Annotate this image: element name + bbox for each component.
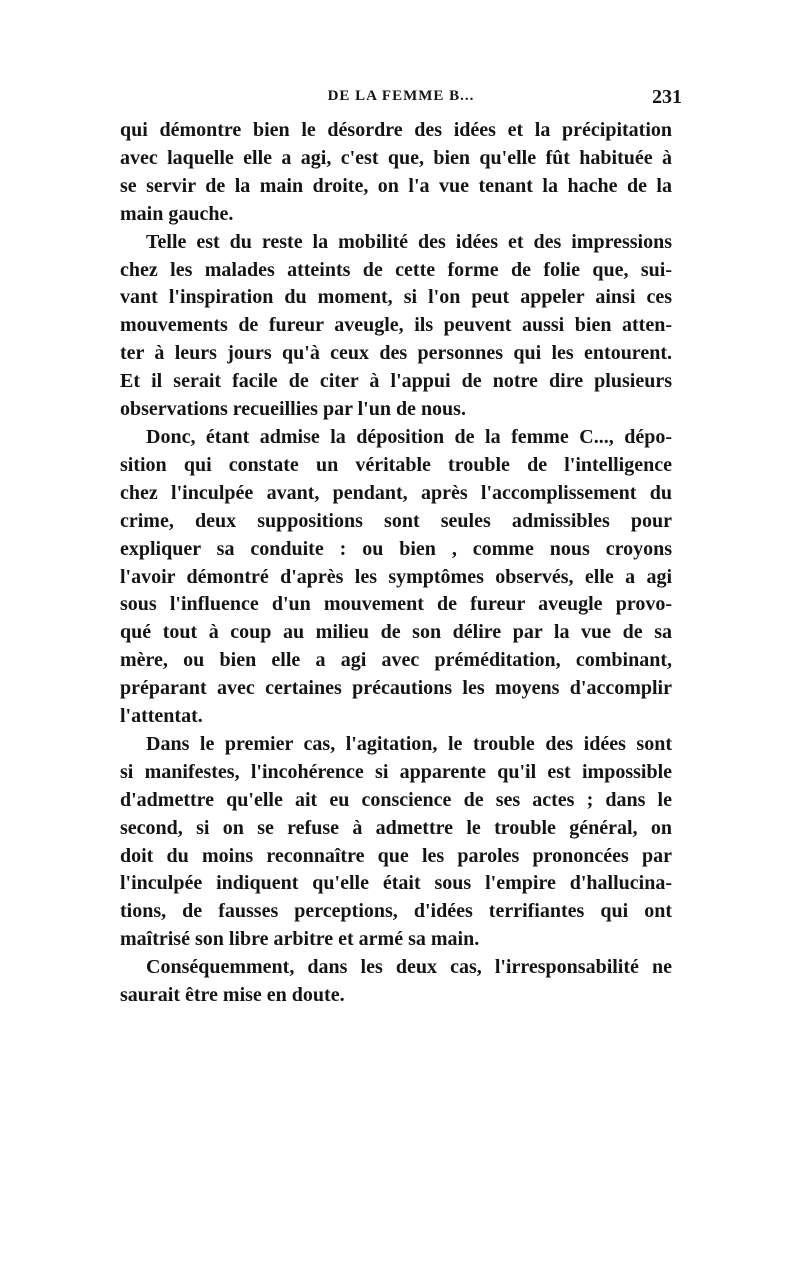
- text-line: doit du moins reconnaître que les paroles prononcées par: [120, 844, 672, 867]
- paragraph-3: [120, 424, 672, 731]
- text-line: l'attentat.: [120, 705, 203, 728]
- text-line: sous l'influence d'un mouvement de fureur aveugle provo-: [120, 593, 672, 616]
- text-line: sition qui constate un véritable trouble de l'intelligence: [120, 453, 672, 476]
- text-line: vant l'inspiration du moment, si l'on peut appeler ainsi ces: [120, 286, 672, 309]
- body-text: [120, 117, 672, 1010]
- text-line: Telle est du reste la mobilité des idées et des impressions: [146, 230, 672, 253]
- running-head: [120, 88, 682, 112]
- text-line: tions, de fausses perceptions, d'idées terrifiantes qui ont: [120, 900, 672, 923]
- text-line: l'inculpée indiquent qu'elle était sous l'empire d'hallucina-: [120, 872, 672, 895]
- text-line: Donc, étant admise la déposition de la femme C..., dépo-: [146, 425, 672, 448]
- text-line: qué tout à coup au milieu de son délire par la vue de sa: [120, 621, 672, 644]
- text-line: ter à leurs jours qu'à ceux des personnes qui les entourent.: [120, 342, 672, 365]
- page-number: 231: [652, 86, 682, 108]
- text-line: mère, ou bien elle a agi avec préméditation, combinant,: [120, 649, 672, 672]
- paragraph-4: [120, 731, 672, 954]
- text-line: maîtrisé son libre arbitre et armé sa main.: [120, 928, 480, 951]
- running-title: DE LA FEMME B...: [327, 88, 475, 104]
- text-line: qui démontre bien le désordre des idées et la précipitation: [120, 119, 672, 141]
- text-line: Et il serait facile de citer à l'appui de notre dire plusieurs: [120, 370, 672, 393]
- text-line: si manifestes, l'incohérence si apparente qu'il est impossible: [120, 760, 672, 783]
- text-line: chez les malades atteints de cette forme de folie que, sui-: [120, 258, 672, 281]
- text-line: préparant avec certaines précautions les moyens d'accomplir: [120, 677, 672, 700]
- text-line: Conséquemment, dans les deux cas, l'irresponsabilité ne: [146, 956, 672, 979]
- text-line: d'admettre qu'elle ait eu conscience de ses actes ; dans le: [120, 788, 672, 811]
- paragraph-2: [120, 229, 672, 424]
- text-line: second, si on se refuse à admettre le trouble général, on: [120, 816, 672, 839]
- text-line: mouvements de fureur aveugle, ils peuvent aussi bien atten-: [120, 314, 672, 337]
- text-line: crime, deux suppositions sont seules admissibles pour: [120, 509, 672, 532]
- text-line: expliquer sa conduite : ou bien , comme nous croyons: [120, 537, 672, 560]
- text-line: saurait être mise en doute.: [120, 984, 345, 1007]
- text-line: l'avoir démontré d'après les symptômes observés, elle a agi: [120, 565, 672, 588]
- text-line: Dans le premier cas, l'agitation, le trouble des idées sont: [146, 732, 672, 755]
- text-line: se servir de la main droite, on l'a vue tenant la hache de la: [120, 174, 672, 197]
- text-line: observations recueillies par l'un de nous.: [120, 398, 466, 421]
- paragraph-1: [120, 117, 672, 229]
- text-line: chez l'inculpée avant, pendant, après l'accomplissement du: [120, 481, 672, 504]
- text-line: main gauche.: [120, 202, 234, 225]
- paragraph-5: [120, 954, 672, 1010]
- text-line: avec laquelle elle a agi, c'est que, bien qu'elle fût habituée à: [120, 146, 672, 169]
